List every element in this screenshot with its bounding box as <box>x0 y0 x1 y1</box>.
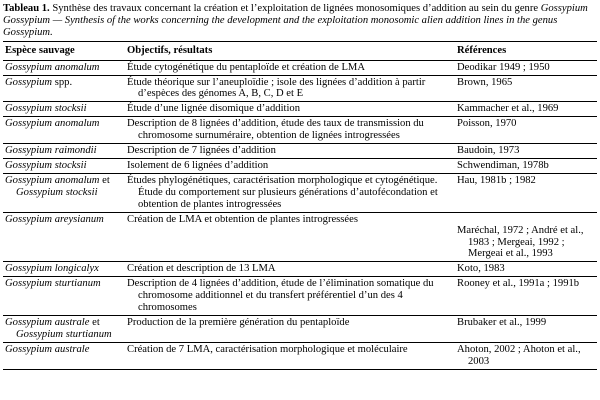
objective-text: Étude cytogénétique du pentaploïde et création de LMA <box>127 61 365 73</box>
species-name: Gossypium anomalum <box>5 118 100 130</box>
caption-french-genus: Gossypium <box>540 3 588 14</box>
species-cell <box>3 144 125 159</box>
species-cell <box>3 212 125 262</box>
table-row <box>3 173 597 212</box>
objective-text: Études phylogénétiques, caractérisation morphologique et cytogénétique. Étude du comportement sur plusieurs générations d’autofécondation et obtention de plantes introgressées <box>127 174 438 210</box>
species-cell <box>3 75 125 102</box>
reference-cell <box>455 60 597 75</box>
species-cell <box>3 173 125 212</box>
header-species: Espèce sauvage <box>3 41 125 60</box>
caption-english-genus-end: Gossypium. <box>3 26 53 38</box>
reference-cell <box>455 102 597 117</box>
table-caption <box>3 3 597 39</box>
species-name: Gossypium longicalyx <box>5 263 99 275</box>
objective-text: Production de la première génération du pentaploïde <box>127 316 350 328</box>
reference-text: Deodikar 1949 ; 1950 <box>457 61 550 73</box>
header-references: Références <box>455 41 597 60</box>
objective-text: Étude théorique sur l’aneuploïdie ; isole des lignées d’addition à partir d’espèces des génomes A, B, C, D et E <box>127 76 426 100</box>
synthesis-table <box>3 41 597 370</box>
species-name: Gossypium anomalum <box>5 174 100 186</box>
table-row <box>3 342 597 369</box>
species-cell <box>3 315 125 342</box>
objective-text: Description de 8 lignées d’addition, étude des taux de transmission du chromosome surnuméraire, obtention de lignées introgressées <box>127 118 424 142</box>
objective-cell <box>125 277 455 316</box>
objective-cell <box>125 212 455 262</box>
reference-text: Koto, 1983 <box>457 263 505 275</box>
species-suffix: spp. <box>52 76 73 88</box>
objective-text: Création de LMA et obtention de plantes introgressées <box>127 213 358 225</box>
table-row <box>3 117 597 144</box>
objective-cell <box>125 173 455 212</box>
caption-english: — Synthesis of the works concerning the development and the exploitation monosomic alien addition lines in the genus <box>50 14 558 26</box>
header-objectives: Objectifs, résultats <box>125 41 455 60</box>
species-join: et <box>89 316 100 328</box>
objective-cell <box>125 144 455 159</box>
species-name: Gossypium australe <box>5 316 90 328</box>
reference-text: Poisson, 1970 <box>457 118 517 130</box>
objective-text: Création et description de 13 LMA <box>127 263 276 275</box>
objective-cell <box>125 262 455 277</box>
reference-text: Maréchal, 1972 ; André et al., 1983 ; Mergeai, 1992 ; Mergeai et al., 1993 <box>457 224 584 260</box>
reference-cell <box>455 315 597 342</box>
objective-cell <box>125 102 455 117</box>
reference-text: Kammacher et al., 1969 <box>457 103 559 115</box>
reference-cell <box>455 212 597 262</box>
objective-text: Description de 7 lignées d’addition <box>127 145 276 157</box>
objective-cell <box>125 315 455 342</box>
species-cell <box>3 262 125 277</box>
reference-cell <box>455 262 597 277</box>
reference-cell <box>455 117 597 144</box>
table-header-row <box>3 41 597 60</box>
objective-cell <box>125 342 455 369</box>
reference-cell <box>455 173 597 212</box>
species-name: Gossypium areysianum <box>5 213 104 225</box>
reference-text: Rooney et al., 1991a ; 1991b <box>457 278 580 290</box>
reference-cell <box>455 158 597 173</box>
table-row <box>3 277 597 316</box>
table-row <box>3 144 597 159</box>
species-cell <box>3 277 125 316</box>
table-row <box>3 315 597 342</box>
species-name: Gossypium raimondii <box>5 145 97 157</box>
table-row <box>3 212 597 262</box>
reference-text: Brown, 1965 <box>457 76 513 88</box>
table-row <box>3 262 597 277</box>
species-cell <box>3 342 125 369</box>
reference-cell <box>455 277 597 316</box>
reference-cell <box>455 75 597 102</box>
species-name: Gossypium stocksii <box>5 103 87 115</box>
caption-english-genus-word: Gossypium <box>3 14 51 26</box>
reference-text: Brubaker et al., 1999 <box>457 316 547 328</box>
objective-cell <box>125 60 455 75</box>
objective-cell <box>125 117 455 144</box>
objective-cell <box>125 75 455 102</box>
species-name-second: Gossypium sturtianum <box>16 328 112 340</box>
reference-text: Schwendiman, 1978b <box>457 159 549 171</box>
species-name: Gossypium stocksii <box>5 159 87 171</box>
objective-text: Isolement de 6 lignées d’addition <box>127 159 269 171</box>
reference-text: Baudoin, 1973 <box>457 145 520 157</box>
species-cell <box>3 60 125 75</box>
table-row <box>3 158 597 173</box>
species-cell <box>3 158 125 173</box>
table-row <box>3 60 597 75</box>
caption-label: Tableau 1. <box>3 3 50 14</box>
species-name: Gossypium <box>5 76 53 88</box>
species-name-second: Gossypium stocksii <box>16 186 98 198</box>
objective-cell <box>125 158 455 173</box>
objective-text: Description de 4 lignées d’addition, étude de l’élimination somatique du chromosome additionnel et du transfert préférentiel d’un des 4 chromosomes <box>127 278 434 314</box>
objective-text: Étude d’une lignée disomique d’addition <box>127 103 300 115</box>
reference-cell <box>455 342 597 369</box>
objective-text: Création de 7 LMA, caractérisation morphologique et moléculaire <box>127 343 408 355</box>
table-row <box>3 75 597 102</box>
table-row <box>3 102 597 117</box>
species-name: Gossypium sturtianum <box>5 278 101 290</box>
species-name: Gossypium australe <box>5 343 90 355</box>
species-join: et <box>99 174 110 186</box>
species-name: Gossypium anomalum <box>5 61 100 73</box>
caption-french: Synthèse des travaux concernant la création et l’exploitation de lignées monosomiques d’addition au sein du genre <box>49 3 541 14</box>
reference-text: Hau, 1981b ; 1982 <box>457 174 536 186</box>
species-cell <box>3 102 125 117</box>
reference-text: Ahoton, 2002 ; Ahoton et al., 2003 <box>457 343 581 367</box>
reference-cell <box>455 144 597 159</box>
species-cell <box>3 117 125 144</box>
